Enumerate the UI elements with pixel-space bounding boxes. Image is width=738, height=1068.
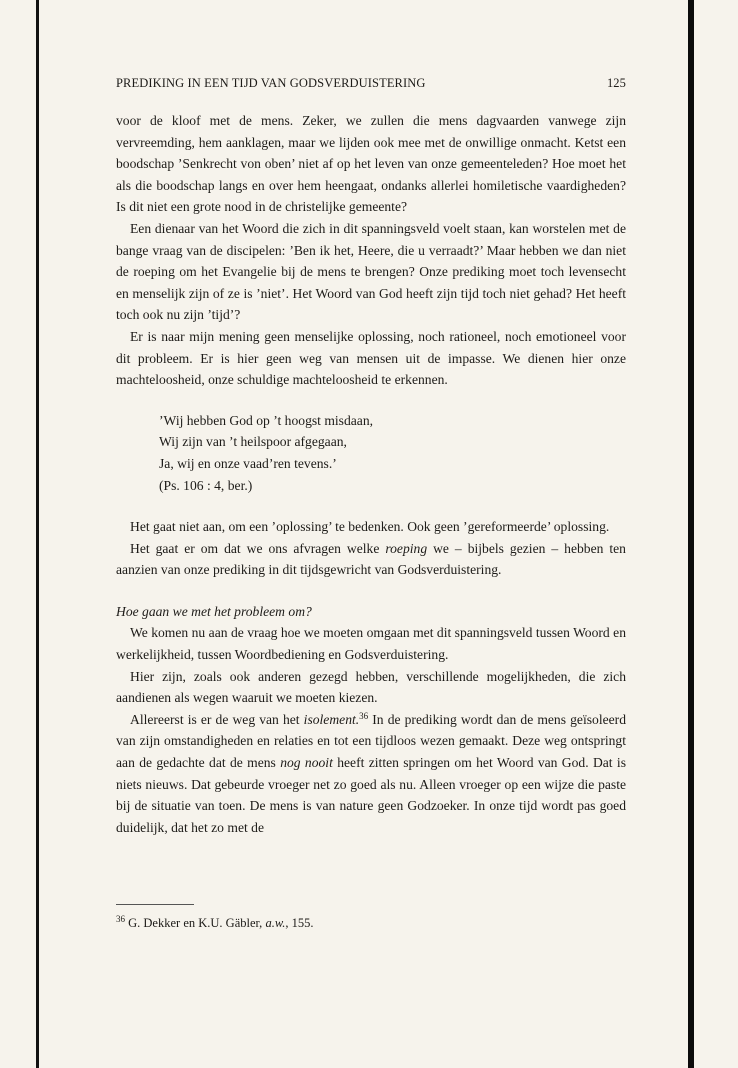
paragraph-6: We komen nu aan de vraag hoe we moeten omgaan met dit spanningsveld tussen Woord en werkelijkheid, tussen Woordbediening en Godsverduistering. — [116, 625, 626, 663]
p8-text-c: In de prediking wordt dan de mens geïsoleerd van zijn omstandigheden en relaties en tot een tijdloos wezen gemaakt. Deze weg ontspringt aan de gedachte dat de mens — [116, 711, 626, 771]
p8-emphasis-isolement: isolement. — [303, 711, 360, 727]
paragraph-3: Er is naar mijn mening geen menselijke oplossing, noch rationeel, noch emotioneel voor dit probleem. Er is hier geen weg van mensen uit de impasse. We dienen hier onze machteloosheid, onze schuldige machteloosheid te erkennen. — [116, 328, 626, 388]
p5-emphasis: roeping — [385, 540, 428, 556]
footnote-ref: a.w. — [265, 916, 286, 930]
p5-text-c: we – bijbels gezien – hebben ten aanzien van onze prediking in dit tijdsgewricht van Godsverduistering. — [116, 540, 626, 578]
p5-text-a: Het gaat er om dat we ons afvragen welke — [130, 540, 386, 556]
paragraph-1: voor de kloof met de mens. Zeker, we zullen die mens dagvaarden vanwege zijn vervreemding, hem aanklagen, maar we lijden ook mee met de onwillige onmacht. Ketst een boodschap ’Senkrecht von oben’ niet af op het leven van onze gemeenteleden? Hoe moet het als die boodschap langs en over hem heengaat, ondanks allerlei homiletische vaardigheden? Is dit niet een grote nood in de christelijke gemeente? — [116, 113, 626, 215]
quote-reference: (Ps. 106 : 4, ber.) — [159, 477, 253, 493]
quote-line-3: Ja, wij en onze vaad’ren tevens.’ — [159, 455, 337, 471]
footnote-number: 36 — [116, 914, 125, 924]
body-text — [116, 110, 626, 838]
paragraph-4: Het gaat niet aan, om een ’oplossing’ te bedenken. Ook geen ’gereformeerde’ oplossing. — [130, 519, 610, 535]
footnote-text: G. Dekker en K.U. Gäbler, — [125, 916, 266, 930]
quote-line-1: ’Wij hebben God op ’t hoogst misdaan, — [159, 412, 374, 428]
footnote-end: , 155. — [285, 916, 314, 930]
p8-text-e: heeft zitten springen om het Woord van God. Dat is niets nieuws. Dat gebeurde vroeger net zo goed als nu. Alleen vroeger op een wijze die paste bij de situatie van toen. De mens is van nature geen Godzoeker. In onze tijd wordt pas goed duidelijk, dat het zo met de — [116, 755, 626, 835]
scan-right-edge — [688, 0, 694, 1068]
scan-left-edge — [36, 0, 39, 1068]
psalm-quote — [159, 410, 626, 496]
p8-text-a: Allereerst is er de weg van het — [130, 711, 304, 727]
footnote-rule — [116, 904, 194, 905]
header-title: PREDIKING IN EEN TIJD VAN GODSVERDUISTERING — [116, 76, 426, 90]
paragraph-8 — [116, 709, 626, 839]
paragraph-2: Een dienaar van het Woord die zich in dit spanningsveld voelt staan, kan worstelen met de bange vraag van de discipelen: ’Ben ik het, Heere, die u verraadt?’ Maar hebben we dan niet de roeping om het Evangelie bij de mens te brengen? Onze prediking moet toch levensecht en menselijk zijn of ze is ’niet’. Het Woord van God heeft zijn tijd toch niet gehad? Het heeft toch ook nu zijn ’tijd’? — [116, 220, 626, 323]
paragraph-7: Hier zijn, zoals ook anderen gezegd hebben, verschillende mogelijkheden, die zich aandienen als wegen waaruit we moeten kiezen. — [116, 668, 626, 706]
footnote — [116, 916, 626, 931]
quote-line-2: Wij zijn van ’t heilspoor afgegaan, — [159, 434, 347, 450]
p8-emphasis-nog-nooit: nog nooit — [280, 755, 333, 771]
footnote-marker: 36 — [359, 710, 369, 721]
paragraph-5 — [116, 538, 626, 581]
page-number: 125 — [606, 76, 626, 90]
section-heading: Hoe gaan we met het probleem om? — [116, 603, 312, 619]
